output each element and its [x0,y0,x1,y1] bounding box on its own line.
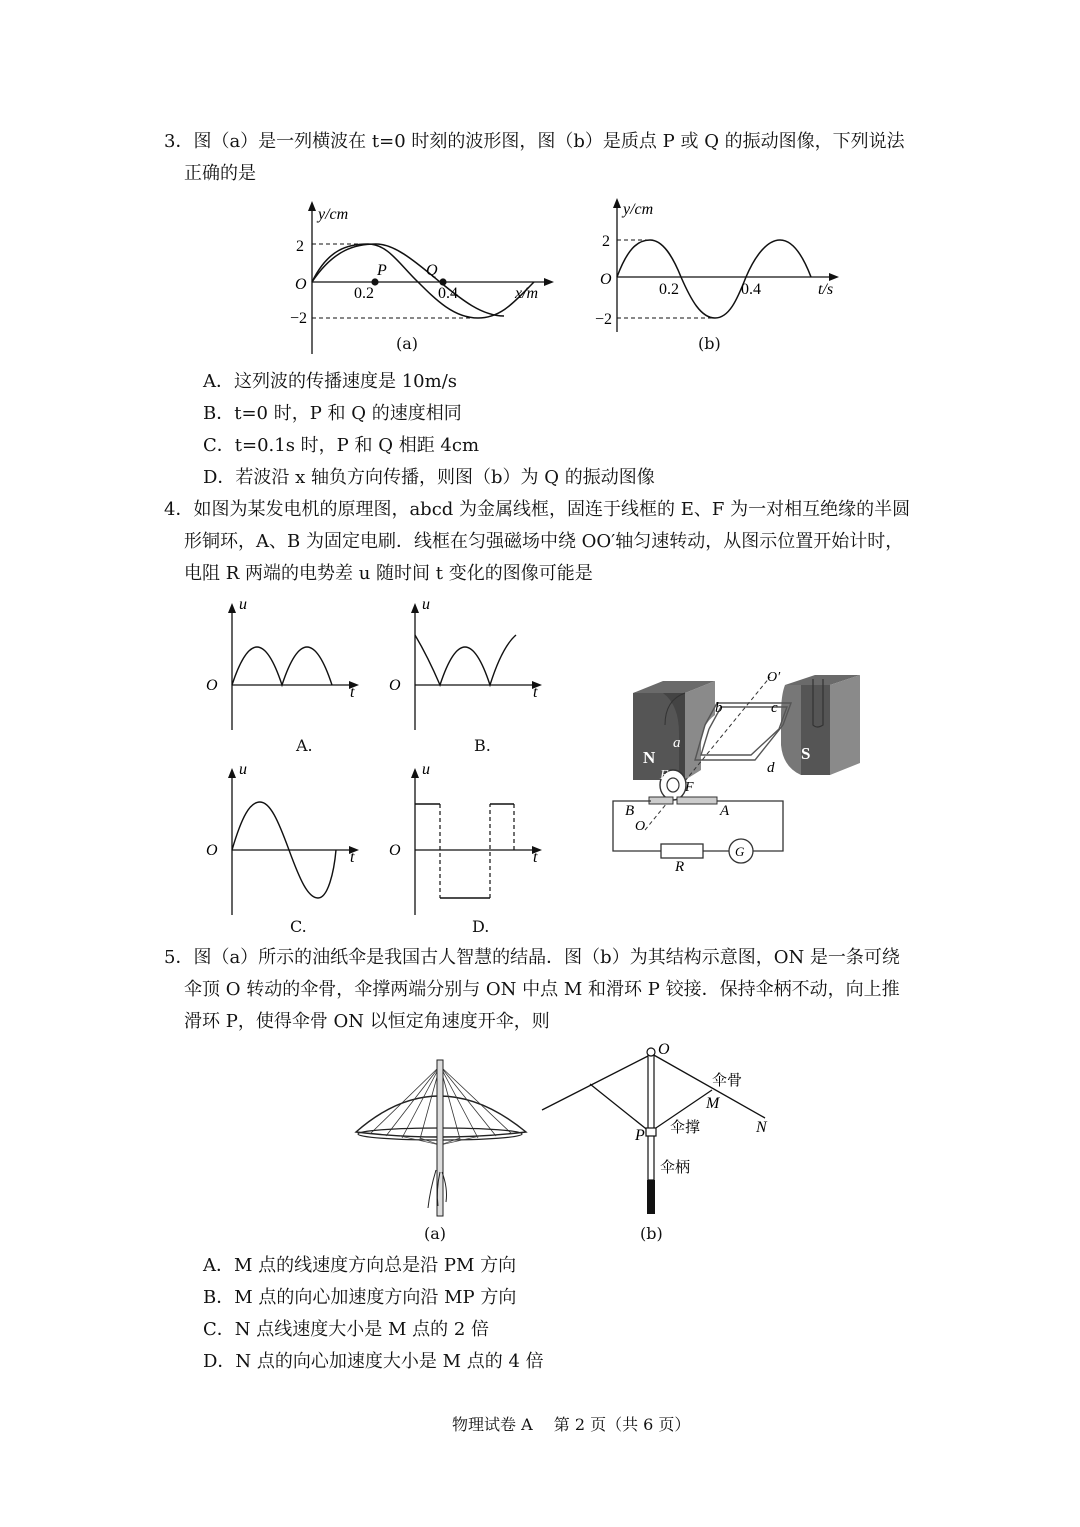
q3b-tick-neg: −2 [595,311,613,328]
q4-caption-a: A. [296,736,313,755]
rectified-sine-curve [232,647,332,685]
rectified-cosine-curve [415,635,516,685]
q3b-tick-x1: 0.2 [659,281,679,298]
graph-b-ylabel: u [422,596,430,613]
label-o: O [658,1041,670,1058]
q3a-tick-neg: −2 [290,310,308,327]
q3-stem-line2: 正确的是 [184,163,256,184]
label-b-corner: b [715,700,723,716]
label-r: R [675,859,685,875]
label-handle: 伞柄 [660,1160,691,1176]
graph-d-origin: O [389,842,401,859]
q5-stem-line1: 5．图（a）所示的油纸伞是我国古人智慧的结晶．图（b）为其结构示意图，ON 是一条可绕 [164,947,900,968]
q4-graph-b [380,595,555,735]
wave-curve [312,244,504,316]
q3-caption-a: (a) [396,334,419,353]
graph-b-xlabel: t [533,684,538,701]
q3b-tick-pos: 2 [602,233,610,250]
q4-graph-d [380,760,555,920]
label-o: O [635,819,646,834]
q3a-tick-pos: 2 [296,238,304,255]
label-m: M [706,1095,720,1112]
q5-option-a[interactable]: A．M 点的线速度方向总是沿 PM 方向 [203,1255,517,1276]
q5-structure-diagram [540,1040,790,1220]
q3-stem-line1: 3．图（a）是一列横波在 t=0 时刻的波形图，图（b）是质点 P 或 Q 的振动图像，下列说法 [164,131,905,152]
q4-generator-diagram [605,655,875,875]
label-n: N [756,1119,767,1136]
pivot-o [647,1048,655,1056]
q5-option-d[interactable]: D．N 点的向心加速度大小是 M 点的 4 倍 [203,1351,544,1372]
graph-d-xlabel: t [533,849,538,866]
label-brush-b: B [625,803,635,819]
graph-d-ylabel: u [422,761,430,778]
q3-option-d[interactable]: D．若波沿 x 轴负方向传播，则图（b）为 Q 的振动图像 [203,467,655,488]
y-axis-arrow [613,198,621,208]
q3a-label-p: P [377,262,387,279]
label-c-corner: c [771,700,778,716]
handle-shaft [648,1050,654,1180]
slider-ring-p [646,1128,656,1136]
s-magnet [781,675,860,775]
graph-c-origin: O [206,842,218,859]
q5-umbrella-illustration [350,1050,535,1220]
label-rib: 伞骨 [712,1073,743,1089]
q5-option-c[interactable]: C．N 点线速度大小是 M 点的 2 倍 [203,1319,490,1340]
q4-graph-c [200,760,375,920]
label-d-corner: d [767,760,775,776]
q3b-ylabel: y/cm [623,201,654,218]
t-axis-arrow [829,273,839,281]
label-n: N [643,748,656,767]
q3a-label-q: Q [426,262,438,279]
q4-stem-line3: 电阻 R 两端的电势差 u 随时间 t 变化的图像可能是 [184,563,593,584]
vibration-curve [617,240,811,318]
q3-caption-b: (b) [698,334,721,353]
q3-option-c[interactable]: C．t=0.1s 时，P 和 Q 相距 4cm [203,435,480,456]
q4-caption-b: B. [474,736,491,755]
umbrella-handle [437,1060,443,1216]
label-e: E [660,768,669,783]
graph-a-xlabel: t [350,684,355,701]
q5-stem-line2: 伞顶 O 转动的伞骨，伞撑两端分别与 ON 中点 M 和滑环 P 铰接．保持伞柄不动，向上推 [184,979,900,1000]
label-p: P [635,1127,645,1144]
q5-caption-b: (b) [640,1224,663,1243]
q3b-origin: O [600,271,612,288]
q5-option-b[interactable]: B．M 点的向心加速度方向沿 MP 方向 [203,1287,517,1308]
label-o-prime: O′ [767,670,781,685]
graph-a-ylabel: u [239,596,247,613]
q5-caption-a: (a) [424,1224,447,1243]
q4-stem-line1: 4．如图为某发电机的原理图，abcd 为金属线框，固连于线框的 E、F 为一对相互绝缘的半圆 [164,499,911,520]
q3a-tick-x1: 0.2 [354,285,374,302]
graph-a-origin: O [206,677,218,694]
y-axis-arrow [308,201,316,211]
brush-b [649,797,673,804]
q3a-tick-x2: 0.4 [438,285,458,302]
graph-c-ylabel: u [239,761,247,778]
x-axis-arrow [544,278,554,286]
rib-left [542,1054,652,1110]
label-f: F [685,780,694,795]
q3b-xlabel: t/s [818,281,834,298]
q5-stem-line3: 滑环 P，使得伞骨 ON 以恒定角速度开伞，则 [184,1011,550,1032]
q3a-ylabel: y/cm [318,206,349,223]
q4-caption-d: D. [472,917,490,936]
q3a-origin: O [295,276,307,293]
q4-graph-a [200,595,375,735]
handle-grip [647,1180,655,1214]
q3a-xlabel: x/m [515,285,539,302]
brush-a [677,797,717,804]
q4-stem-line2: 形铜环，A、B 为固定电刷．线框在匀强磁场中绕 OO′轴匀速转动，从图示位置开始计时， [184,531,904,552]
label-s: S [801,744,811,763]
q3-option-b[interactable]: B．t=0 时，P 和 Q 的速度相同 [203,403,462,424]
graph-b-origin: O [389,677,401,694]
resistor-r [661,844,703,858]
label-g: G [735,844,745,859]
q4-caption-c: C. [290,917,307,936]
label-a-corner: a [673,735,681,751]
q3-option-a[interactable]: A．这列波的传播速度是 10m/s [203,371,457,392]
page-footer: 物理试卷 A 第 2 页（共 6 页） [452,1415,691,1434]
graph-c-xlabel: t [350,849,355,866]
label-strut: 伞撑 [670,1120,701,1136]
label-brush-a: A [720,803,730,819]
q3b-tick-x2: 0.4 [741,281,761,298]
